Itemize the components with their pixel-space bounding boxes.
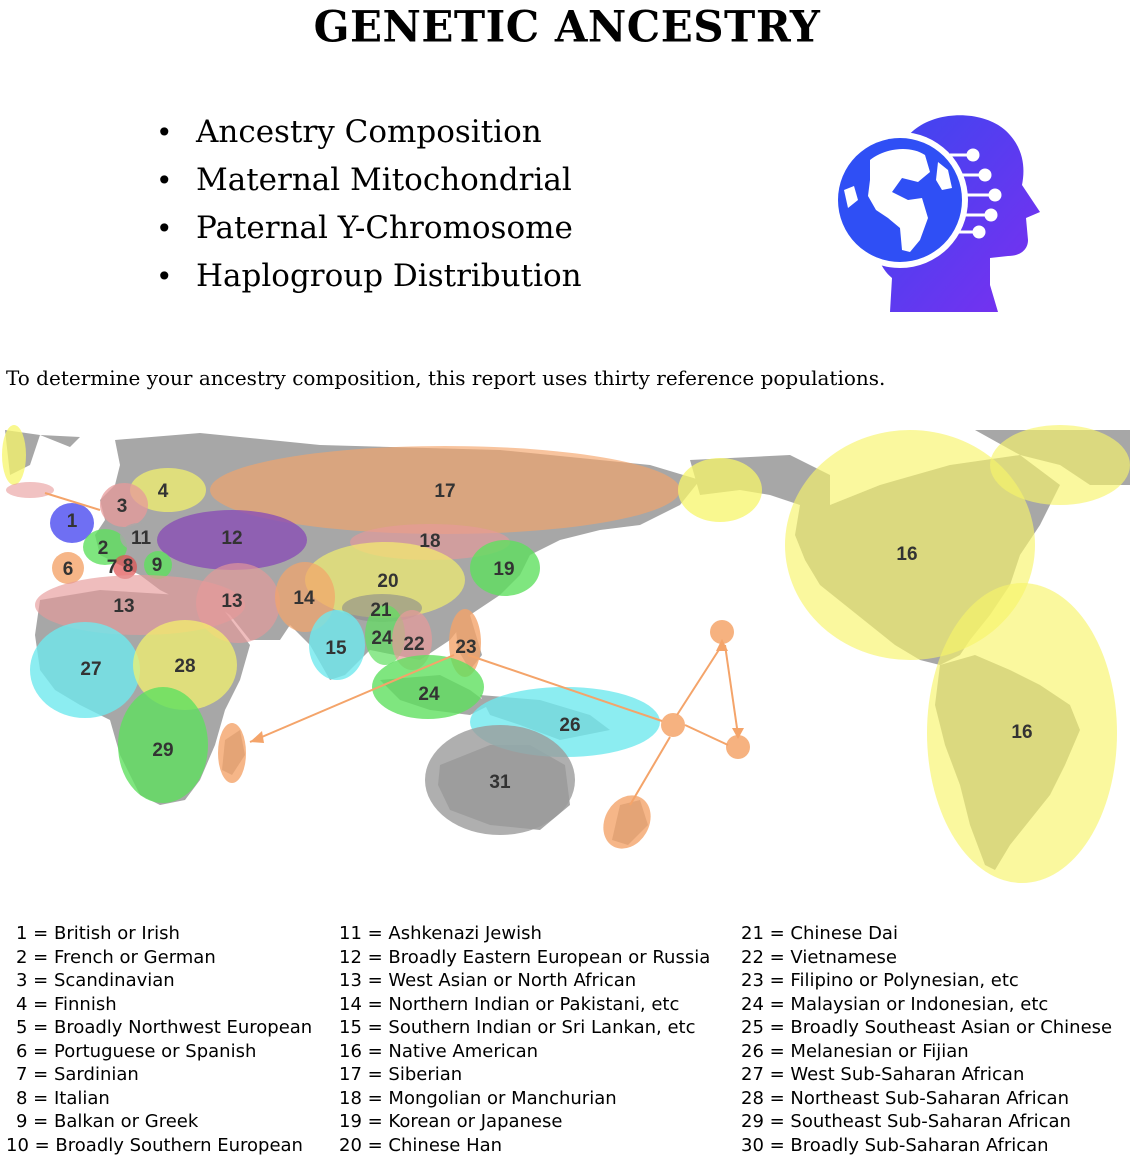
legend-column-2: [339, 922, 710, 1157]
legend: [0, 922, 1134, 1158]
map-region-label: 16: [1011, 722, 1033, 743]
map-region-label: 22: [403, 634, 425, 655]
map-region-label: 13: [221, 591, 243, 612]
bullet-icon: •: [156, 260, 173, 293]
legend-item: 14 = Northern Indian or Pakistani, etc: [339, 993, 680, 1015]
legend-item: 28 = Northeast Sub-Saharan African: [741, 1087, 1069, 1109]
map-region-label: 31: [489, 772, 511, 793]
map-region-label: 13: [113, 596, 135, 617]
map-region-label: 26: [559, 715, 581, 736]
map-region-label: 19: [493, 559, 515, 580]
map-region-label: 1: [66, 511, 78, 532]
legend-item: 19 = Korean or Japanese: [339, 1111, 563, 1132]
map-region-label: 4: [157, 481, 169, 502]
legend-item: 11 = Ashkenazi Jewish: [339, 923, 542, 944]
legend-item: 6 = Portuguese or Spanish: [16, 1040, 257, 1062]
map-region-label: 24: [371, 628, 393, 649]
map-region-label: 18: [419, 531, 441, 552]
legend-item: 18 = Mongolian or Manchurian: [339, 1087, 617, 1109]
map-region-label: 8: [122, 556, 134, 577]
legend-item: 10 = Broadly Southern European: [6, 1134, 303, 1156]
map-region-label: 7: [106, 557, 118, 578]
legend-item: 3 = Scandinavian: [16, 970, 175, 991]
feature-item: • Paternal Y-Chromosome: [150, 204, 582, 252]
map-region-label: 21: [370, 600, 392, 621]
map-region-label: 16: [896, 544, 918, 565]
map-region-label: 3: [116, 496, 128, 517]
feature-item: • Maternal Mitochondrial: [150, 156, 582, 204]
intro-text: To determine your ancestry composition, this report uses thirty reference populations.: [6, 366, 886, 390]
map-region-label: 29: [152, 740, 174, 761]
feature-list: [150, 108, 582, 300]
map-region-label: 2: [97, 538, 109, 559]
feature-item: • Haplogroup Distribution: [150, 252, 582, 300]
legend-item: 1 = British or Irish: [16, 923, 180, 944]
map-region-label: 15: [325, 638, 347, 659]
map-region-label: 20: [377, 571, 399, 592]
legend-item: 2 = French or German: [16, 946, 216, 968]
legend-item: 30 = Broadly Sub-Saharan African: [741, 1134, 1049, 1156]
legend-item: 5 = Broadly Northwest European: [16, 1017, 313, 1038]
legend-item: 16 = Native American: [339, 1040, 539, 1062]
legend-item: 7 = Sardinian: [16, 1064, 139, 1085]
legend-item: 22 = Vietnamese: [741, 946, 897, 968]
map-region-label: 6: [62, 559, 74, 580]
legend-item: 20 = Chinese Han: [339, 1134, 503, 1156]
globe-head-icon: [830, 100, 1050, 320]
map-region-label: 24: [418, 684, 440, 705]
legend-item: 24 = Malaysian or Indonesian, etc: [741, 993, 1049, 1015]
map-region-label: 14: [293, 588, 315, 609]
bullet-icon: •: [156, 116, 173, 149]
feature-item: • Ancestry Composition: [150, 108, 582, 156]
legend-item: 25 = Broadly Southeast Asian or Chinese: [741, 1017, 1113, 1038]
legend-item: 9 = Balkan or Greek: [16, 1111, 199, 1132]
legend-column-3: [741, 922, 1112, 1157]
map-region-label: 9: [151, 555, 163, 576]
map-region-label: 12: [221, 528, 243, 549]
map-region-label: 27: [80, 659, 102, 680]
bullet-icon: •: [156, 164, 173, 197]
bullet-icon: •: [156, 212, 173, 245]
map-region-label: 17: [434, 481, 456, 502]
legend-item: 12 = Broadly Eastern European or Russia: [339, 946, 711, 968]
page-title: GENETIC ANCESTRY: [313, 1, 821, 52]
legend-item: 8 = Italian: [16, 1087, 110, 1109]
legend-item: 26 = Melanesian or Fijian: [741, 1040, 969, 1062]
legend-column-1: [6, 922, 313, 1157]
map-region-label: 23: [455, 637, 477, 658]
map-region-label: 11: [130, 528, 152, 549]
legend-item: 29 = Southeast Sub-Saharan African: [741, 1111, 1071, 1132]
region-overlays: [2, 425, 1130, 883]
legend-item: 21 = Chinese Dai: [741, 923, 898, 944]
legend-item: 27 = West Sub-Saharan African: [741, 1064, 1025, 1085]
ancestry-map: [0, 425, 1134, 895]
legend-item: 23 = Filipino or Polynesian, etc: [741, 970, 1019, 991]
legend-item: 17 = Siberian: [339, 1064, 463, 1085]
legend-item: 13 = West Asian or North African: [339, 970, 637, 991]
map-region-label: 28: [174, 656, 196, 677]
legend-item: 4 = Finnish: [16, 993, 117, 1015]
legend-item: 15 = Southern Indian or Sri Lankan, etc: [339, 1017, 696, 1038]
